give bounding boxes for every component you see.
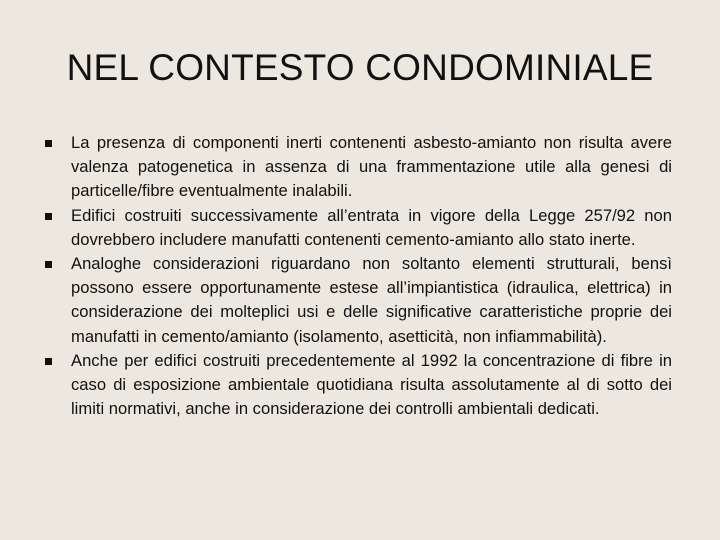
bullet-item [45,131,672,204]
square-bullet-icon [45,358,52,365]
bullet-item [45,349,672,422]
bullet-list [45,131,672,421]
bullet-item [45,252,672,349]
square-bullet-icon [45,140,52,147]
square-bullet-icon [45,213,52,220]
bullet-item [45,204,672,252]
bullet-text: Analoghe considerazioni riguardano non soltanto elementi strutturali, bensì possono essere opportunamente estese all’impiantistica (idraulica, elettrica) in considerazione dei molteplici usi e delle significative caratteristiche proprie dei manufatti in cemento/amianto (isolamento, asetticità, non infiammabilità). [71,254,672,346]
bullet-text: La presenza di componenti inerti contenenti asbesto-amianto non risulta avere valenza patogenetica in assenza di una frammentazione utile alla genesi di particelle/fibre eventualmente inalabili. [71,133,672,201]
slide-title: NEL CONTESTO CONDOMINIALE [66,47,654,88]
square-bullet-icon [45,261,52,268]
bullet-text: Anche per edifici costruiti precedentemente al 1992 la concentrazione di fibre in caso di esposizione ambientale quotidiana risulta assolutamente al di sotto dei limiti normativi, anche in considerazione dei controlli ambientali dedicati. [71,350,672,419]
bullet-text: Edifici costruiti successivamente all’entrata in vigore della Legge 257/92 non dovrebbero includere manufatti contenenti cemento-amianto allo stato inerte. [71,205,672,249]
